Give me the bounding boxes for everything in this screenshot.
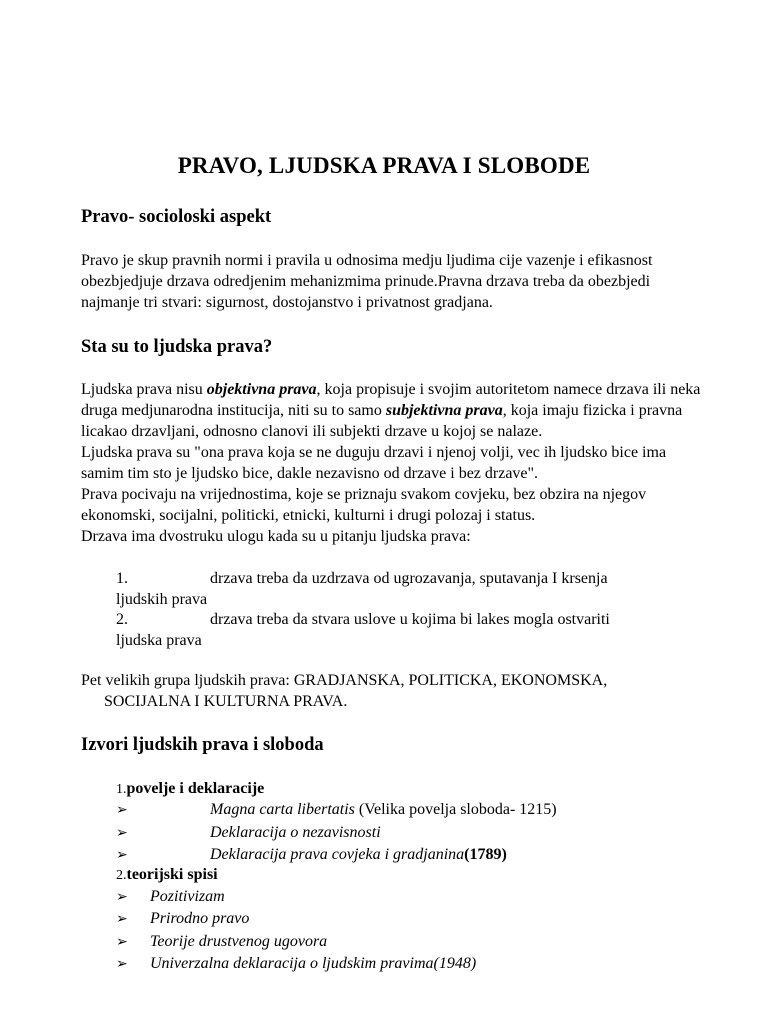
- list-item: [116, 953, 476, 977]
- arrow-bullet-icon: ➢: [116, 848, 128, 863]
- paragraph-groups: [81, 670, 711, 712]
- list-item: [116, 886, 225, 910]
- item-italic: Teorije drustvenog ugovora: [150, 933, 328, 950]
- paragraph-values: Prava pocivaju na vrijednostima, koje se priznaju svakom covjeku, bez obzira na njegov ekonomski, socijalni, politicki, etnicki, kulturni i drugi polozaj i status.: [81, 486, 647, 524]
- paragraph-text: Pravo je skup pravnih normi i pravila u odnosima medju ljudima cije vazenje i efikasnost obezbjedjuje drzava odredjenim mehanizmima prinude.Pravna drzava treba da obezbjedi najmanje tri stvari: sigurnost, dostojanstvo i privatnost gradjana.: [81, 252, 653, 311]
- document-title: PRAVO, LJUDSKA PRAVA I SLOBODE: [177, 153, 591, 178]
- list-item: [116, 799, 557, 823]
- paragraph-quote: Ljudska prava su "ona prava koja se ne duguju drzavi i njenoj volji, vec ih ljudsko bice ima samim tim sto je ljudsko bice, dakle nezavisno od drzave i bez drzave".: [81, 444, 667, 482]
- subgroup-heading-2: [116, 866, 218, 884]
- arrow-bullet-icon: ➢: [116, 912, 128, 927]
- item-italic: Deklaracija o nezavisnosti: [210, 824, 381, 841]
- emphasis-objektivna: objektivna prava: [206, 381, 317, 398]
- paragraph-ljudska-prava: [81, 379, 711, 547]
- item-text: drzava treba da stvara uslove u kojima bi lakes mogla ostvariti: [210, 611, 610, 628]
- numbered-item-1: [116, 568, 676, 610]
- text-run: , koja imaju fizicka i pravna licakao drzavljani, odnosno clanovi ili subjekti drzave u kojoj se nalaze.: [81, 402, 683, 440]
- paragraph-role: Drzava ima dvostruku ulogu kada su u pitanju ljudska prava:: [81, 528, 471, 545]
- arrow-bullet-icon: ➢: [116, 935, 128, 950]
- item-normal: (Velika povelja sloboda- 1215): [354, 801, 557, 818]
- list-item: [116, 844, 507, 868]
- item-italic: Deklaracija prava covjeka i gradjanina: [210, 846, 465, 863]
- arrow-bullet-icon: ➢: [116, 826, 128, 841]
- paragraph-definition: [81, 379, 711, 442]
- item-number: 2.: [116, 611, 128, 628]
- subgroup-number: 1.: [116, 782, 127, 797]
- item-text-cont: ljudska prava: [116, 632, 202, 649]
- item-text-cont: ljudskih prava: [116, 591, 208, 608]
- paragraph-pravo: [81, 250, 711, 313]
- list-item: [116, 908, 249, 932]
- subgroup-number: 2.: [116, 868, 127, 883]
- list-item: [116, 931, 327, 955]
- numbered-item-2: [116, 609, 676, 651]
- arrow-bullet-icon: ➢: [116, 890, 128, 905]
- text-run: Ljudska prava nisu: [81, 381, 207, 398]
- list-item: [116, 822, 381, 846]
- item-italic: Univerzalna deklaracija o ljudskim pravima(1948): [150, 955, 477, 972]
- arrow-bullet-icon: ➢: [116, 957, 128, 972]
- item-italic: Pozitivizam: [150, 888, 225, 905]
- section-heading-pravo: Pravo- socioloski aspekt: [81, 207, 272, 227]
- groups-line-2: SOCIJALNA I KULTURNA PRAVA.: [104, 693, 348, 710]
- subgroup-heading-1: [116, 780, 264, 798]
- section-heading-izvori: Izvori ljudskih prava i sloboda: [81, 735, 324, 755]
- item-italic: Prirodno pravo: [150, 910, 250, 927]
- subgroup-label: povelje i deklaracije: [126, 780, 265, 797]
- item-text: drzava treba da uzdrzava od ugrozavanja, sputavanja I krsenja: [210, 570, 608, 587]
- item-number: 1.: [116, 570, 128, 587]
- item-italic: Magna carta libertatis: [210, 801, 355, 818]
- text-run: , koja propisuje i svojim autoritetom namece drzava ili neka druga medjunarodna institucija, niti su to samo: [81, 381, 701, 419]
- subgroup-label: teorijski spisi: [126, 866, 218, 883]
- groups-line-1: Pet velikih grupa ljudskih prava: GRADJANSKA, POLITICKA, EKONOMSKA,: [81, 672, 608, 689]
- item-normal: (1789): [464, 846, 507, 863]
- section-heading-ljudska-prava: Sta su to ljudska prava?: [81, 337, 273, 357]
- arrow-bullet-icon: ➢: [116, 803, 128, 818]
- emphasis-subjektivna: subjektivna prava: [385, 402, 503, 419]
